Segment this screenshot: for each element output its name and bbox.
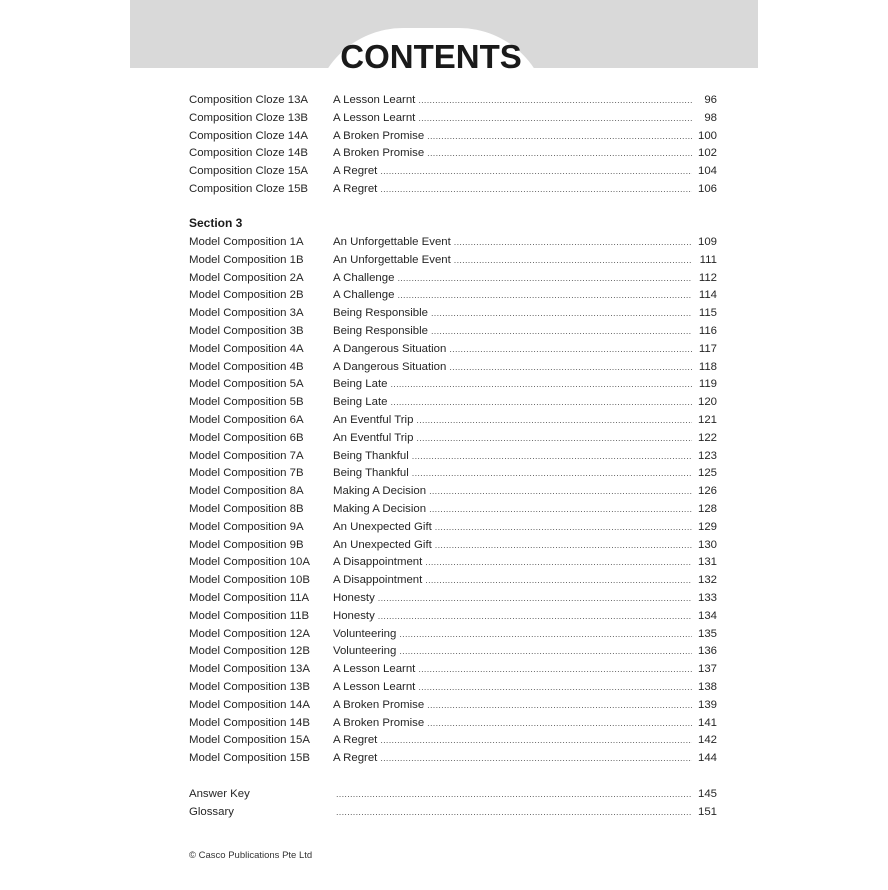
toc-entry-title-line [333,661,717,678]
toc-entry-title-line [333,750,717,767]
toc-entry-page-number: 151 [697,805,717,818]
toc-entry [189,661,717,678]
toc-entry-title: An Eventful Trip [333,431,414,444]
toc-entry-title: An Unexpected Gift [333,520,432,533]
toc-entry-label: Composition Cloze 13A [189,94,309,106]
dot-leader [431,323,692,340]
toc-entry-page-number: 120 [697,396,717,409]
toc-entry-title: Honesty [333,609,375,622]
toc-entry-label: Model Composition 3B [189,325,304,337]
dot-leader [390,394,692,411]
toc-entry [189,430,717,447]
dot-leader [431,305,692,322]
toc-entry-page-number: 126 [697,485,717,498]
toc-entry-title: Volunteering [333,627,397,640]
toc-entry-page-number: 131 [697,556,717,569]
toc-entry-title: A Lesson Learnt [333,681,416,693]
toc-entry [189,750,717,767]
dot-leader [425,554,692,571]
toc-entry [189,287,717,304]
toc-entry-title: A Disappointment [333,574,423,587]
toc-entry-label: Model Composition 1A [189,236,304,248]
toc-entry-label: Model Composition 5B [189,396,304,409]
toc-entry [189,483,717,500]
toc-entry-page-number: 117 [698,342,717,355]
toc-entry [189,394,717,411]
toc-entry-title-line [333,786,717,803]
toc-entry-label: Model Composition 4B [189,360,304,373]
toc-entry-label: Model Composition 13B [189,681,310,693]
toc-entry-title-line [333,323,717,340]
toc-entry-label: Model Composition 15A [189,734,310,747]
toc-entry-title: A Broken Promise [333,716,425,729]
dot-leader [427,697,692,714]
toc-entry-title-line [333,608,717,625]
toc-entry-title-line [333,92,717,109]
toc-entry-label: Composition Cloze 14B [189,147,309,160]
toc-entry-page-number: 138 [697,681,717,693]
toc-entry-page-number: 125 [697,467,717,480]
toc-entry-title: A Lesson Learnt [333,663,416,676]
toc-entry-title: An Unforgettable Event [333,253,451,266]
toc-entry [189,92,717,109]
toc-entry-label: Model Composition 7A [189,449,304,462]
toc-entry-title-line [333,448,717,465]
toc-entry-page-number: 102 [697,147,717,160]
dot-leader [449,341,692,358]
toc-entry-label: Model Composition 4A [189,342,304,355]
toc-entry [189,572,717,589]
toc-entry-title: A Broken Promise [333,698,425,711]
toc-entry [189,128,717,145]
dot-leader [454,252,692,269]
toc-entry-label: Model Composition 10A [189,556,310,569]
toc-entry-title-line [333,270,717,287]
dot-leader [418,679,692,696]
toc-entry-label: Model Composition 9B [189,538,304,551]
toc-entry [189,465,717,482]
toc-entry-page-number: 106 [697,183,717,195]
toc-entry [189,323,717,340]
toc-entry-page-number: 100 [697,129,717,142]
toc-entry-title-line [333,715,717,732]
toc-entry-page-number: 111 [699,253,717,266]
toc-entry-title-line [333,252,717,269]
toc-entry-label: Model Composition 2B [189,289,304,302]
toc-entry-title-line [333,572,717,589]
toc-entry-label: Composition Cloze 15B [189,183,309,195]
toc-entry [189,679,717,696]
dot-leader [380,181,692,198]
toc-entry-page-number: 112 [698,271,717,284]
toc-entry-title: Honesty [333,592,375,604]
toc-entry-title: Being Late [333,378,388,391]
toc-entry [189,376,717,393]
toc-entry-label: Model Composition 5A [189,378,304,391]
toc-entry-title: A Challenge [333,271,395,284]
toc-entry-page-number: 118 [698,360,717,373]
toc-entry-page-number: 130 [697,538,717,551]
toc-entry [189,804,717,821]
toc-entry [189,359,717,376]
dot-leader [380,750,692,767]
toc-entry-title: Being Responsible [333,325,428,337]
dot-leader [336,804,692,821]
toc-entry-label: Model Composition 13A [189,663,310,676]
toc-entry [189,643,717,660]
dot-leader [425,572,692,589]
toc-entry [189,270,717,287]
toc-entry-page-number: 122 [697,431,717,444]
toc-entry-title-line [333,643,717,660]
toc-entry-title: A Lesson Learnt [333,94,416,106]
dot-leader [378,608,692,625]
toc-entry-page-number: 98 [704,111,717,124]
toc-entry-title-line [333,501,717,518]
toc-entry-label: Composition Cloze 14A [189,129,309,142]
toc-entry-title-line [333,626,717,643]
toc-entry-label: Model Composition 2A [189,271,304,284]
toc-entry [189,626,717,643]
page-title: CONTENTS [340,38,522,75]
dot-leader [416,430,692,447]
dot-leader [418,92,692,109]
dot-leader [397,270,692,287]
toc-entry-title: Making A Decision [333,503,427,515]
toc-entry-title-line [333,465,717,482]
dot-leader [399,643,692,660]
dot-leader [454,234,692,251]
toc-entry-title-line [333,697,717,714]
toc-entry-page-number: 109 [697,236,717,248]
toc-entry [189,234,717,251]
toc-entry-page-number: 144 [697,752,717,765]
toc-entry-label: Model Composition 6A [189,414,304,426]
dot-leader [449,359,692,376]
toc-entry-title-line [333,679,717,696]
toc-entry-title: An Unexpected Gift [333,538,432,551]
toc-entry [189,608,717,625]
dot-leader [378,590,692,607]
toc-entry-title: Volunteering [333,645,397,658]
toc-entry-title-line [333,590,717,607]
toc-entry-page-number: 139 [697,698,717,711]
toc-entry-title: A Broken Promise [333,147,425,160]
toc-entry-title-line [333,412,717,429]
toc-entry [189,786,717,803]
toc-entry [189,697,717,714]
toc-entry [189,519,717,536]
dot-leader [397,287,692,304]
toc-entry-title: An Unforgettable Event [333,236,451,248]
toc-entry-title: A Dangerous Situation [333,342,447,355]
toc-entry [189,715,717,732]
toc-entry-label: Model Composition 12B [189,645,310,658]
toc-entry [189,110,717,127]
toc-entry-title-line [333,430,717,447]
dot-leader [380,732,692,749]
toc-entry [189,732,717,749]
toc-entry-title-line [333,145,717,162]
toc-entry-label: Model Composition 8A [189,485,304,498]
dot-leader [418,661,692,678]
toc-entry-label: Model Composition 14A [189,698,310,711]
dot-leader [435,519,692,536]
toc-entry-page-number: 134 [697,609,717,622]
toc-entry-page-number: 142 [697,734,717,747]
toc-entry-title: Being Late [333,396,388,409]
toc-entry-label: Glossary [189,805,234,818]
dot-leader [336,786,692,803]
toc-entry-title: A Broken Promise [333,129,425,142]
toc-entry-title: A Regret [333,734,378,747]
toc-entry-page-number: 132 [697,574,717,587]
dot-leader [429,501,692,518]
toc-entry [189,252,717,269]
toc-entry-title-line [333,234,717,251]
dot-leader [412,465,692,482]
toc-entry [189,341,717,358]
toc-entry-title-line [333,483,717,500]
toc-entry-title: Being Thankful [333,467,409,480]
toc-entry [189,554,717,571]
toc-entry-title-line [333,128,717,145]
dot-leader [390,376,692,393]
toc-entry-page-number: 133 [697,592,717,604]
toc-entry-page-number: 115 [698,307,717,320]
dot-leader [429,483,692,500]
toc-entry-page-number: 121 [697,414,717,426]
toc-entry-label: Model Composition 9A [189,520,304,533]
toc-entry-title: A Challenge [333,289,395,302]
dot-leader [435,537,692,554]
toc-entry-title-line [333,804,717,821]
toc-entry-page-number: 137 [697,663,717,676]
copyright-text: © Casco Publications Pte Ltd [189,850,313,861]
toc-entry-title-line [333,732,717,749]
toc-entry-page-number: 104 [697,165,717,178]
toc-entry-label: Model Composition 6B [189,431,304,444]
dot-leader [418,110,692,127]
toc-entry-title: A Regret [333,165,378,178]
toc-entry-title: An Eventful Trip [333,414,414,426]
toc-entry [189,501,717,518]
dot-leader [427,128,692,145]
dot-leader [427,715,692,732]
toc-entry-page-number: 114 [698,289,717,302]
toc-entry-title-line [333,163,717,180]
toc-entry-title: A Regret [333,752,378,765]
toc-entry-label: Composition Cloze 13B [189,111,309,124]
toc-entry-title-line [333,287,717,304]
toc-entry-label: Model Composition 12A [189,627,310,640]
toc-entry [189,537,717,554]
toc-entry-label: Model Composition 14B [189,716,310,729]
toc-entry-title-line [333,305,717,322]
toc-entry [189,163,717,180]
section-heading: Section 3 [189,216,243,230]
toc-entry-title: Being Thankful [333,449,409,462]
toc-entry-title: A Regret [333,183,378,195]
toc-entry-title: A Disappointment [333,556,423,569]
toc-entry-label: Model Composition 15B [189,752,310,765]
toc-entry-label: Model Composition 3A [189,307,304,320]
toc-entry [189,305,717,322]
toc-entry-page-number: 123 [697,449,717,462]
dot-leader [380,163,692,180]
toc-entry-page-number: 135 [697,627,717,640]
toc-entry-title: Being Responsible [333,307,428,320]
dot-leader [416,412,692,429]
toc-entry-title-line [333,519,717,536]
toc-entry-title-line [333,537,717,554]
dot-leader [412,448,692,465]
dot-leader [427,145,692,162]
toc-entry-title: Making A Decision [333,485,427,498]
toc-entry [189,181,717,198]
toc-entry-page-number: 116 [698,325,717,337]
toc-entry [189,145,717,162]
toc-entry-title-line [333,359,717,376]
toc-entry-title-line [333,181,717,198]
toc-entry-title: A Dangerous Situation [333,360,447,373]
toc-entry-title-line [333,341,717,358]
toc-entry-label: Model Composition 8B [189,503,304,515]
dot-leader [399,626,692,643]
toc-entry [189,590,717,607]
toc-entry-page-number: 141 [697,716,717,729]
toc-entry-title: A Lesson Learnt [333,111,416,124]
toc-entry-page-number: 128 [697,503,717,515]
toc-entry-page-number: 129 [697,520,717,533]
toc-entry-page-number: 145 [697,788,717,800]
toc-entry-label: Model Composition 11B [189,609,310,622]
toc-entry-label: Composition Cloze 15A [189,165,309,178]
toc-entry-title-line [333,394,717,411]
toc-entry-label: Model Composition 7B [189,467,304,480]
toc-entry-label: Model Composition 1B [189,253,304,266]
toc-entry-label: Model Composition 10B [189,574,310,587]
toc-entry-page-number: 119 [698,378,717,391]
toc-entry-label: Model Composition 11A [189,592,310,604]
toc-entry [189,448,717,465]
toc-entry-label: Answer Key [189,788,250,800]
toc-entry-title-line [333,554,717,571]
toc-entry-title-line [333,110,717,127]
toc-entry-page-number: 136 [697,645,717,658]
toc-entry-page-number: 96 [704,94,717,106]
toc-entry-title-line [333,376,717,393]
toc-entry [189,412,717,429]
